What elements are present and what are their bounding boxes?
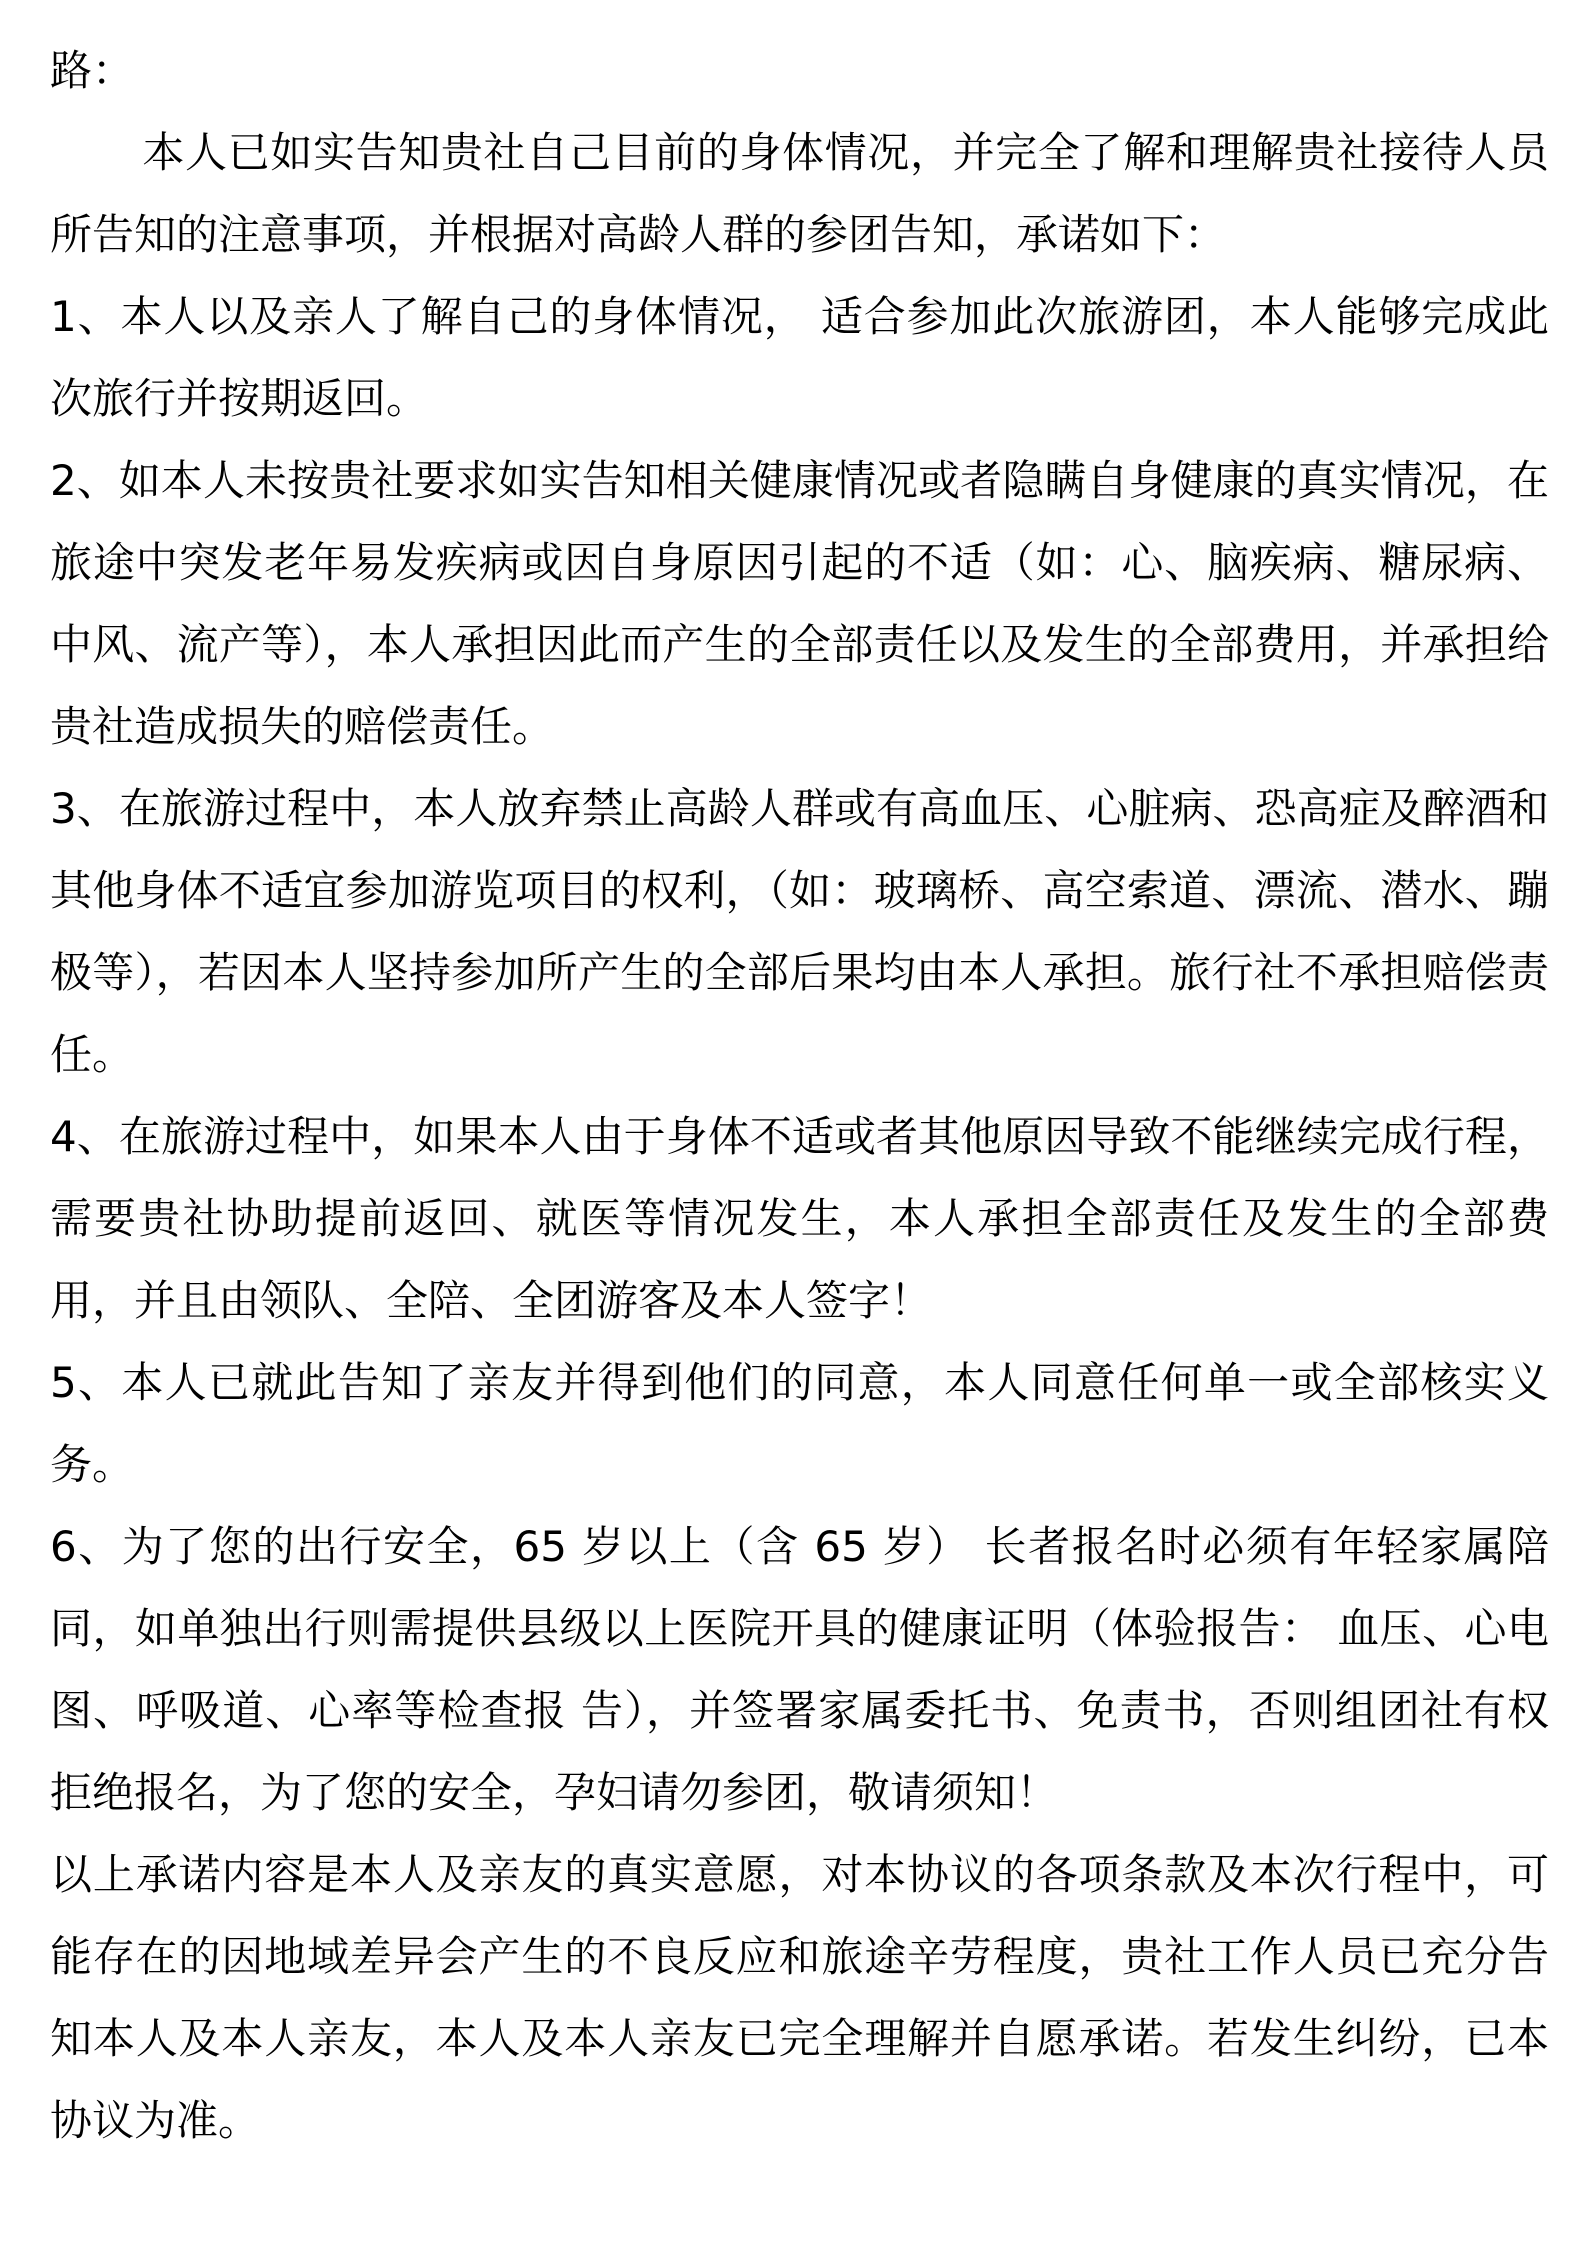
closing-paragraph: 以上承诺内容是本人及亲友的真实意愿，对本协议的各项条款及本次行程中，可能存在的因地域差异会产生的不良反应和旅途辛劳程度，贵社工作人员已充分告知本人及本人亲友，本人及本人亲友已完全理解并自愿承诺。若发生纠纷，已本协议为准。 (50, 1850, 1549, 2145)
commitment-item-5: 5、本人已就此告知了亲友并得到他们的同意，本人同意任何单一或全部核实义务。 (50, 1358, 1549, 1489)
commitment-item-1: 1、本人以及亲人了解自己的身体情况， 适合参加此次旅游团，本人能够完成此次旅行并按期返回。 (50, 292, 1549, 423)
commitment-item-2: 2、如本人未按贵社要求如实告知相关健康情况或者隐瞒自身健康的真实情况，在旅途中突发老年易发疾病或因自身原因引起的不适（如：心、脑疾病、糖尿病、中风、流产等），本人承担因此而产生的全部责任以及发生的全部费用，并承担给贵社造成损失的赔偿责任。 (50, 456, 1549, 751)
commitment-item-4: 4、在旅游过程中，如果本人由于身体不适或者其他原因导致不能继续完成行程，需要贵社协助提前返回、就医等情况发生，本人承担全部责任及发生的全部费用，并且由领队、全陪、全团游客及本人签字！ (50, 1112, 1549, 1325)
intro-paragraph: 本人已如实告知贵社自己目前的身体情况，并完全了解和理解贵社接待人员所告知的注意事项，并根据对高龄人群的参团告知，承诺如下： (50, 128, 1549, 259)
commitment-item-6: 6、为了您的出行安全，65 岁以上（含 65 岁） 长者报名时必须有年轻家属陪同，如单独出行则需提供县级以上医院开具的健康证明（体验报告： 血压、心电图、呼吸道、心率等检查报 告），并签署家属委托书、免责书，否则组团社有权拒绝报名，为了您的安全，孕妇请勿参团，敬请须知！ (50, 1522, 1549, 1817)
commitment-item-3: 3、在旅游过程中，本人放弃禁止高龄人群或有高血压、心脏病、恐高症及醉酒和其他身体不适宜参加游览项目的权利，（如：玻璃桥、高空索道、漂流、潜水、蹦极等），若因本人坚持参加所产生的全部后果均由本人承担。旅行社不承担赔偿责任。 (50, 784, 1549, 1079)
address-line: 路： (50, 46, 135, 95)
